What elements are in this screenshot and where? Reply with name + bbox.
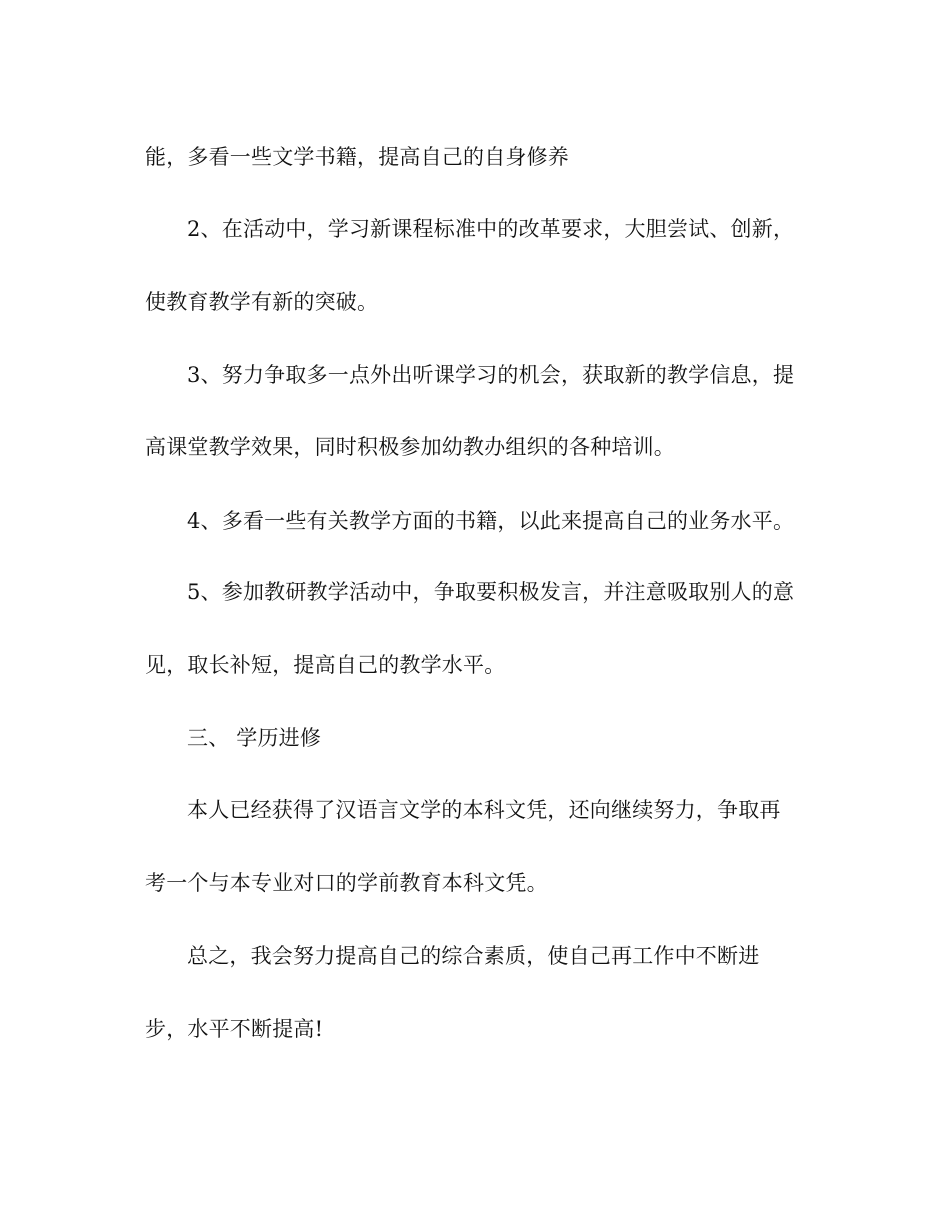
- text-line: 使教育教学有新的突破。: [145, 290, 379, 314]
- text-line: 3、努力争取多一点外出听课学习的机会，获取新的教学信息，提: [187, 363, 795, 387]
- text-line: 考一个与本专业对口的学前教育本科文凭。: [145, 871, 548, 895]
- text-line: 能，多看一些文学书籍，提高自己的自身修养: [145, 145, 569, 169]
- text-line: 5、参加教研教学活动中，争取要积极发言，并注意吸取别人的意: [187, 580, 795, 604]
- text-line: 高课堂教学效果，同时积极参加幼教办组织的各种培训。: [145, 435, 675, 459]
- section-heading: 三、 学历进修: [187, 726, 322, 750]
- text-line: 4、多看一些有关教学方面的书籍，以此来提高自己的业务水平。: [187, 509, 795, 533]
- text-line: 步，水平不断提高!: [145, 1017, 324, 1041]
- text-line: 2、在活动中，学习新课程标准中的改革要求，大胆尝试、创新，: [187, 217, 795, 241]
- text-line: 见，取长补短，提高自己的教学水平。: [145, 653, 506, 677]
- text-line: 本人已经获得了汉语言文学的本科文凭，还向继续努力，争取再: [187, 798, 781, 822]
- text-line: 总之，我会努力提高自己的综合素质，使自己再工作中不断进: [187, 944, 760, 968]
